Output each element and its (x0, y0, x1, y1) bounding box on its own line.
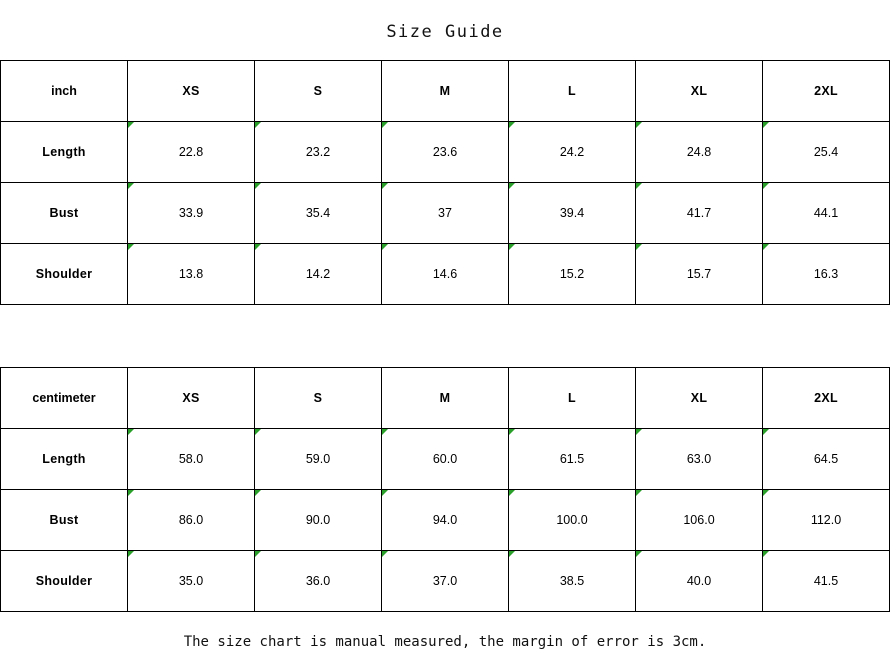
cell-bust-xs: 33.9 (128, 183, 255, 244)
unit-label-inch: inch (1, 61, 128, 122)
row-label-bust: Bust (1, 490, 128, 551)
size-header-xs: XS (128, 368, 255, 429)
row-label-shoulder: Shoulder (1, 244, 128, 305)
table-row (1, 490, 890, 551)
size-header-l: L (509, 61, 636, 122)
table-header-row (1, 368, 890, 429)
cell-length-2xl: 25.4 (763, 122, 890, 183)
cell-shoulder-s: 36.0 (255, 551, 382, 612)
cell-length-l: 61.5 (509, 429, 636, 490)
size-table-centimeter (0, 367, 890, 612)
cell-bust-l: 39.4 (509, 183, 636, 244)
size-header-l: L (509, 368, 636, 429)
cell-length-m: 60.0 (382, 429, 509, 490)
size-header-xs: XS (128, 61, 255, 122)
table-header-row (1, 61, 890, 122)
cell-shoulder-s: 14.2 (255, 244, 382, 305)
measurement-disclaimer: The size chart is manual measured, the margin of error is 3cm. (183, 634, 707, 650)
cell-bust-m: 94.0 (382, 490, 509, 551)
cell-shoulder-xl: 15.7 (636, 244, 763, 305)
row-label-bust: Bust (1, 183, 128, 244)
cell-shoulder-2xl: 41.5 (763, 551, 890, 612)
cell-shoulder-xl: 40.0 (636, 551, 763, 612)
row-label-length: Length (1, 122, 128, 183)
table-row (1, 122, 890, 183)
cell-shoulder-xs: 35.0 (128, 551, 255, 612)
cell-bust-2xl: 112.0 (763, 490, 890, 551)
size-header-2xl: 2XL (763, 368, 890, 429)
cell-length-s: 23.2 (255, 122, 382, 183)
cell-length-s: 59.0 (255, 429, 382, 490)
cell-shoulder-m: 14.6 (382, 244, 509, 305)
size-header-s: S (255, 61, 382, 122)
row-label-length: Length (1, 429, 128, 490)
cell-bust-s: 35.4 (255, 183, 382, 244)
cell-bust-2xl: 44.1 (763, 183, 890, 244)
cell-length-xl: 63.0 (636, 429, 763, 490)
cell-length-l: 24.2 (509, 122, 636, 183)
cell-length-xs: 22.8 (128, 122, 255, 183)
size-header-xl: XL (636, 61, 763, 122)
table-row (1, 429, 890, 490)
cell-shoulder-xs: 13.8 (128, 244, 255, 305)
cell-bust-s: 90.0 (255, 490, 382, 551)
cell-bust-xs: 86.0 (128, 490, 255, 551)
cell-shoulder-l: 38.5 (509, 551, 636, 612)
cell-length-2xl: 64.5 (763, 429, 890, 490)
table-row (1, 551, 890, 612)
size-header-m: M (382, 61, 509, 122)
size-header-m: M (382, 368, 509, 429)
size-header-2xl: 2XL (763, 61, 890, 122)
cell-bust-xl: 106.0 (636, 490, 763, 551)
size-header-xl: XL (636, 368, 763, 429)
table-row (1, 244, 890, 305)
cell-shoulder-2xl: 16.3 (763, 244, 890, 305)
unit-label-centimeter: centimeter (1, 368, 128, 429)
size-table-inch (0, 60, 890, 305)
row-label-shoulder: Shoulder (1, 551, 128, 612)
cell-bust-l: 100.0 (509, 490, 636, 551)
table-spacer (0, 305, 890, 367)
cell-shoulder-m: 37.0 (382, 551, 509, 612)
table-row (1, 183, 890, 244)
cell-bust-m: 37 (382, 183, 509, 244)
cell-length-m: 23.6 (382, 122, 509, 183)
cell-bust-xl: 41.7 (636, 183, 763, 244)
size-header-s: S (255, 368, 382, 429)
page-title: Size Guide (386, 22, 504, 42)
cell-length-xl: 24.8 (636, 122, 763, 183)
cell-shoulder-l: 15.2 (509, 244, 636, 305)
cell-length-xs: 58.0 (128, 429, 255, 490)
